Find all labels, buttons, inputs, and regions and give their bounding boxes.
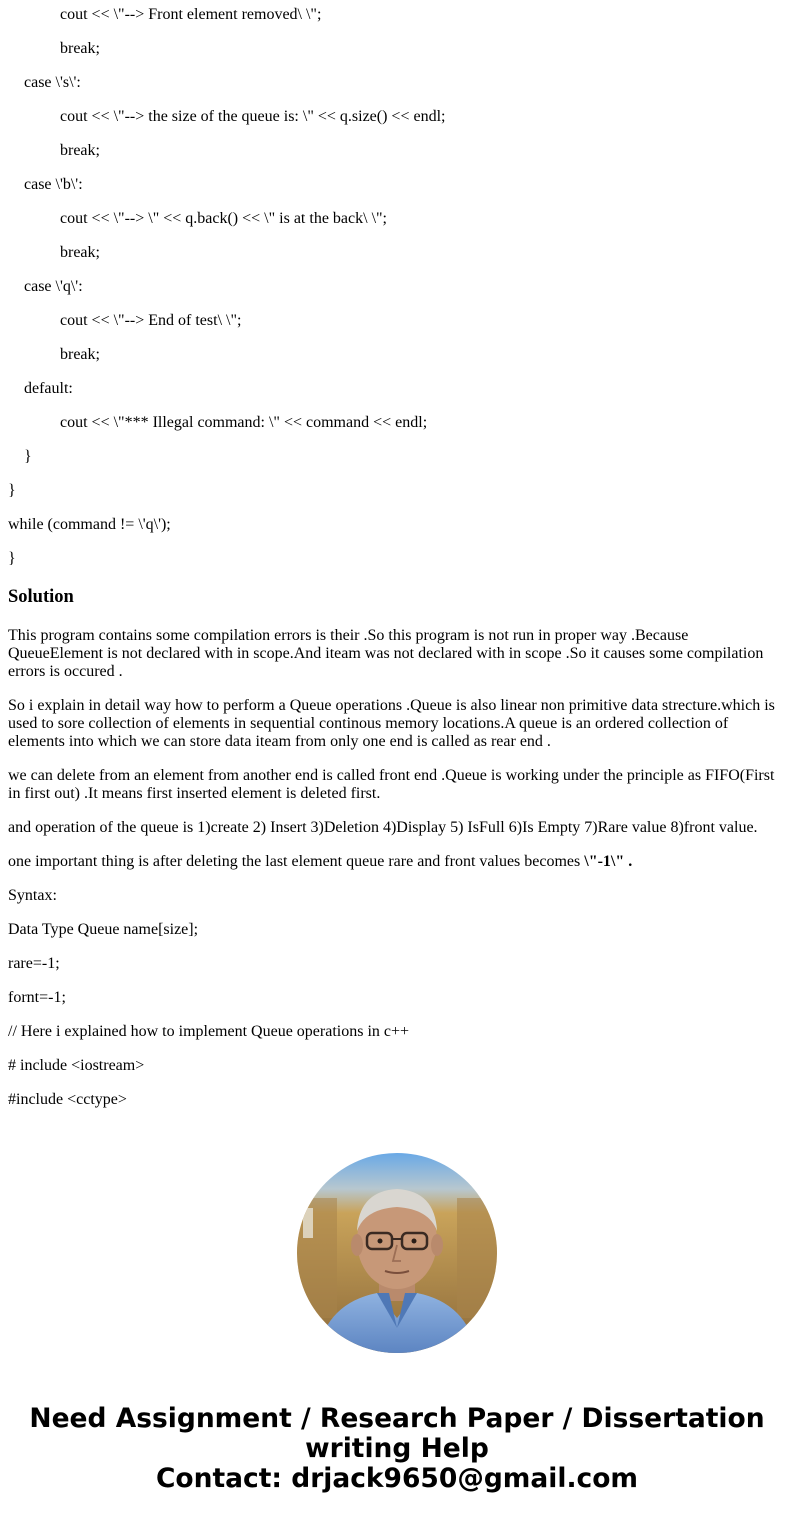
footer-line: Need Assignment / Research Paper / Dissertation	[29, 1403, 765, 1434]
code-line: while (command != \'q\');	[8, 516, 171, 533]
important-note-value: \"-1\" .	[584, 853, 633, 870]
paragraph: This program contains some compilation errors is their .So this program is not run in proper way .Because QueueElement is not declared with in scope.And iteam was not declared with in scope .So it causes some compilation errors is occured .	[8, 627, 764, 680]
important-note-text: one important thing is after deleting the last element queue rare and front values becomes	[8, 853, 585, 870]
comment-line: // Here i explained how to implement Queue operations in c++	[8, 1023, 410, 1040]
code-line: cout << \"*** Illegal command: \" << command << endl;	[60, 414, 428, 431]
code-line: case \'q\':	[24, 278, 83, 295]
solution-heading: Solution	[8, 587, 74, 607]
code-line: }	[8, 550, 16, 567]
code-line: cout << \"--> Front element removed\ \";	[60, 6, 322, 23]
code-line: break;	[60, 244, 100, 261]
author-portrait-icon	[297, 1153, 497, 1353]
paragraph: and operation of the queue is 1)create 2) Insert 3)Deletion 4)Display 5) IsFull 6)Is Empty 7)Rare value 8)front value.	[8, 819, 758, 836]
code-line: }	[24, 448, 32, 465]
code-line: break;	[60, 40, 100, 57]
author-photo	[297, 1153, 497, 1353]
code-line: cout << \"--> End of test\ \";	[60, 312, 242, 329]
syntax-label: Syntax:	[8, 887, 57, 904]
include-line: #include <cctype>	[8, 1091, 127, 1108]
code-line: break;	[60, 142, 100, 159]
important-note	[8, 853, 784, 871]
syntax-line: fornt=-1;	[8, 989, 66, 1006]
code-line: cout << \"--> the size of the queue is: \" << q.size() << endl;	[60, 108, 446, 125]
syntax-line: rare=-1;	[8, 955, 60, 972]
code-line: case \'b\':	[24, 176, 83, 193]
paragraph: So i explain in detail way how to perform a Queue operations .Queue is also linear non primitive data strecture.which is used to sore collection of elements in sequential continous memory locations.A queue is an ordered collection of elements into which we can store data iteam from only one end is called as rear end .	[8, 697, 775, 750]
include-line: # include <iostream>	[8, 1057, 145, 1074]
code-line: case \'s\':	[24, 74, 81, 91]
code-line: default:	[24, 380, 73, 397]
code-line: cout << \"--> \" << q.back() << \" is at the back\ \";	[60, 210, 387, 227]
footer-line: writing Help	[305, 1433, 489, 1464]
syntax-line: Data Type Queue name[size];	[8, 921, 199, 938]
paragraph: we can delete from an element from another end is called front end .Queue is working under the principle as FIFO(First in first out) .It means first inserted element is deleted first.	[8, 767, 775, 802]
footer-banner	[0, 1404, 794, 1494]
footer-contact: Contact: drjack9650@gmail.com	[155, 1463, 639, 1494]
code-line: break;	[60, 346, 100, 363]
code-line: }	[8, 482, 16, 499]
